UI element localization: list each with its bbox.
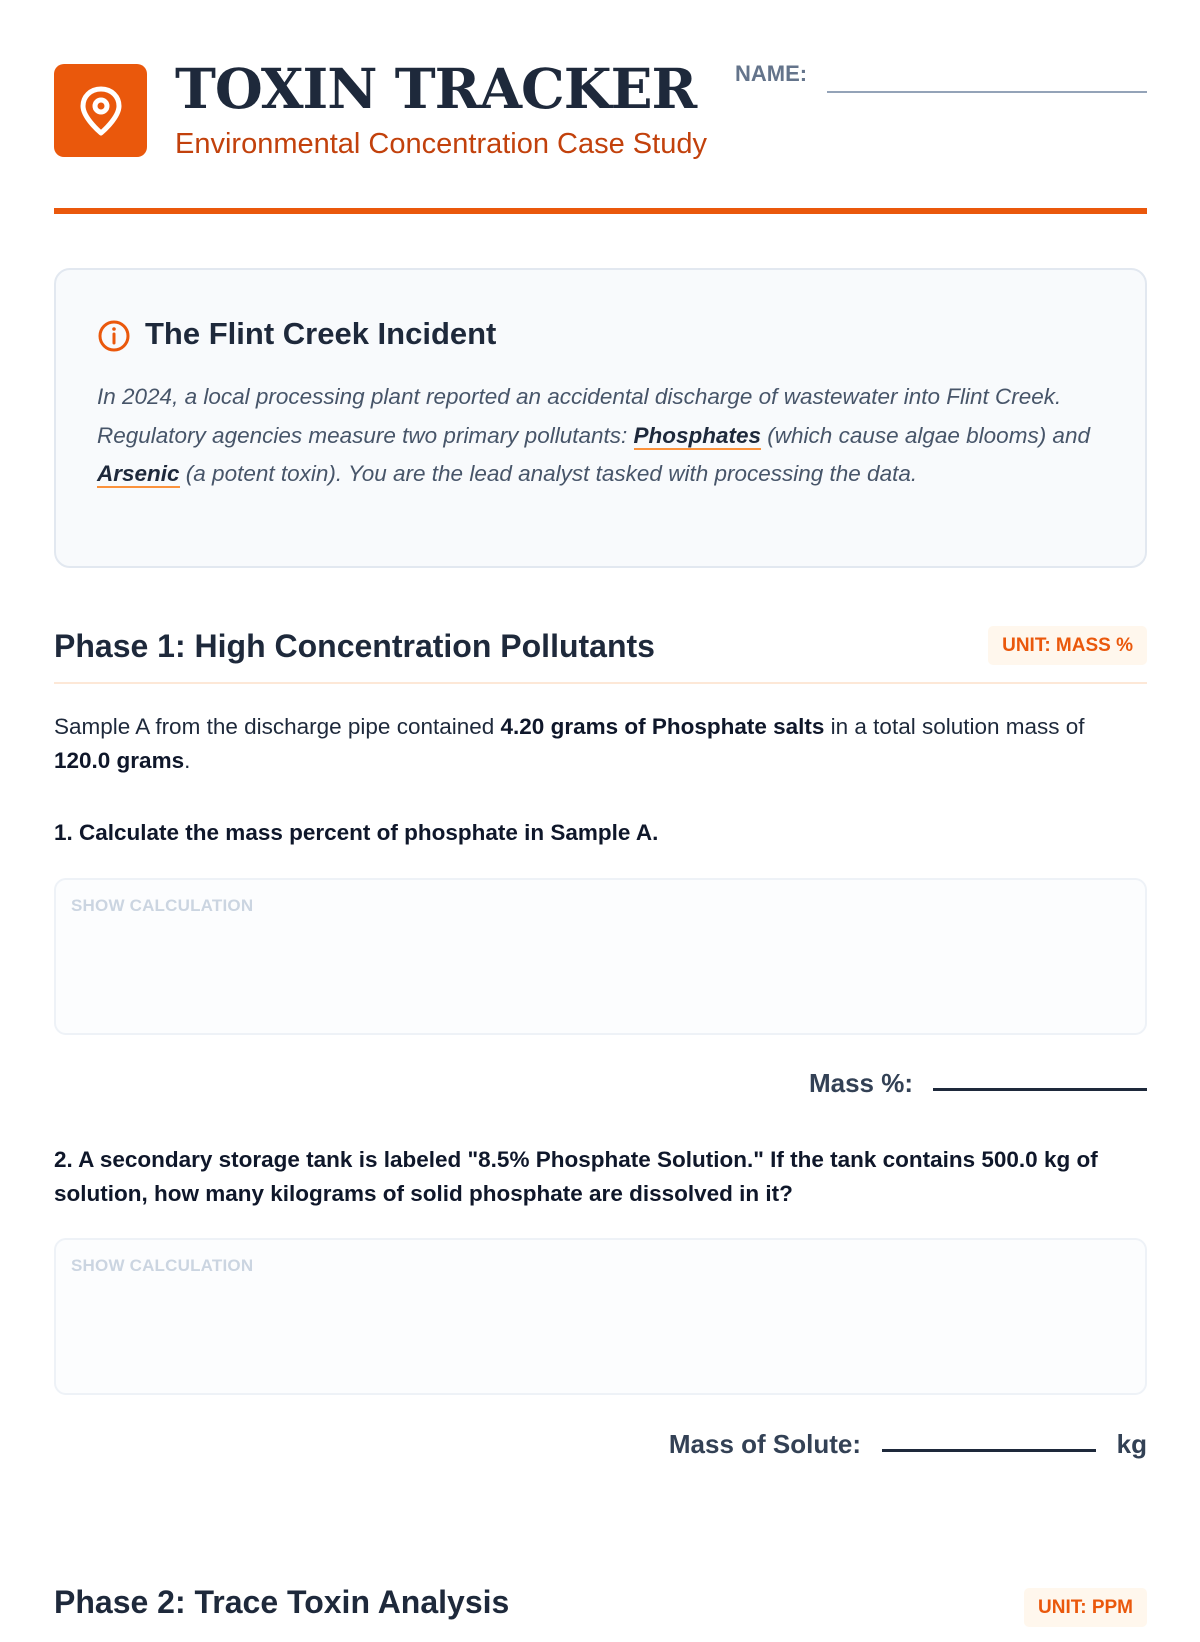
map-pin-icon [79, 86, 123, 136]
keyword-arsenic: Arsenic [97, 461, 180, 486]
incident-description: In 2024, a local processing plant reported an accidental discharge of wastewater into Flint Creek. Regulatory agencies measure two primary pollutants: Phosphates (which cause algae blooms) and Arsenic (a potent toxin). You are the lead analyst tasked with processing the data. [97, 384, 1090, 486]
question-2: 2. A secondary storage tank is labeled "8.5% Phosphate Solution." If the tank contains 500.0 kg of solution, how many kilograms of solid phosphate are dissolved in it? [54, 1147, 1098, 1206]
question-1: 1. Calculate the mass percent of phosphate in Sample A. [54, 820, 659, 845]
page-subtitle: Environmental Concentration Case Study [175, 128, 707, 160]
info-icon [97, 319, 131, 353]
keyword-phosphates: Phosphates [633, 422, 762, 448]
logo [54, 64, 147, 157]
answer-label-1: Mass %: [808, 1068, 913, 1098]
calculation-label: SHOW CALCULATION [71, 896, 254, 915]
worksheet-page [54, 0, 1147, 1620]
name-label: NAME: [735, 61, 808, 86]
answer-unit-2: kg [1116, 1429, 1147, 1459]
incident-card [54, 268, 1147, 568]
answer-field-1[interactable] [933, 1088, 1147, 1091]
page-title: TOXIN TRACKER [175, 56, 697, 121]
phase-1-intro: Sample A from the discharge pipe contained 4.20 grams of Phosphate salts in a total solution mass of 120.0 grams. [54, 714, 1085, 773]
incident-title: The Flint Creek Incident [145, 316, 497, 351]
unit-badge: UNIT: PPM [1024, 1588, 1147, 1627]
phase-2-header [54, 1582, 1147, 1642]
calculation-box-2[interactable] [54, 1238, 1147, 1395]
calculation-label: SHOW CALCULATION [71, 1256, 254, 1275]
name-field[interactable] [827, 91, 1147, 93]
answer-label-2: Mass of Solute: [668, 1429, 861, 1459]
header-divider [54, 208, 1147, 214]
worksheet-header [54, 0, 1147, 214]
calculation-box-1[interactable] [54, 878, 1147, 1035]
phase-2-title: Phase 2: Trace Toxin Analysis [54, 1584, 510, 1620]
phase-1-title: Phase 1: High Concentration Pollutants [54, 628, 655, 664]
answer-field-2[interactable] [882, 1449, 1096, 1452]
unit-badge: UNIT: MASS % [988, 626, 1147, 665]
phase-1-header [54, 624, 1147, 684]
